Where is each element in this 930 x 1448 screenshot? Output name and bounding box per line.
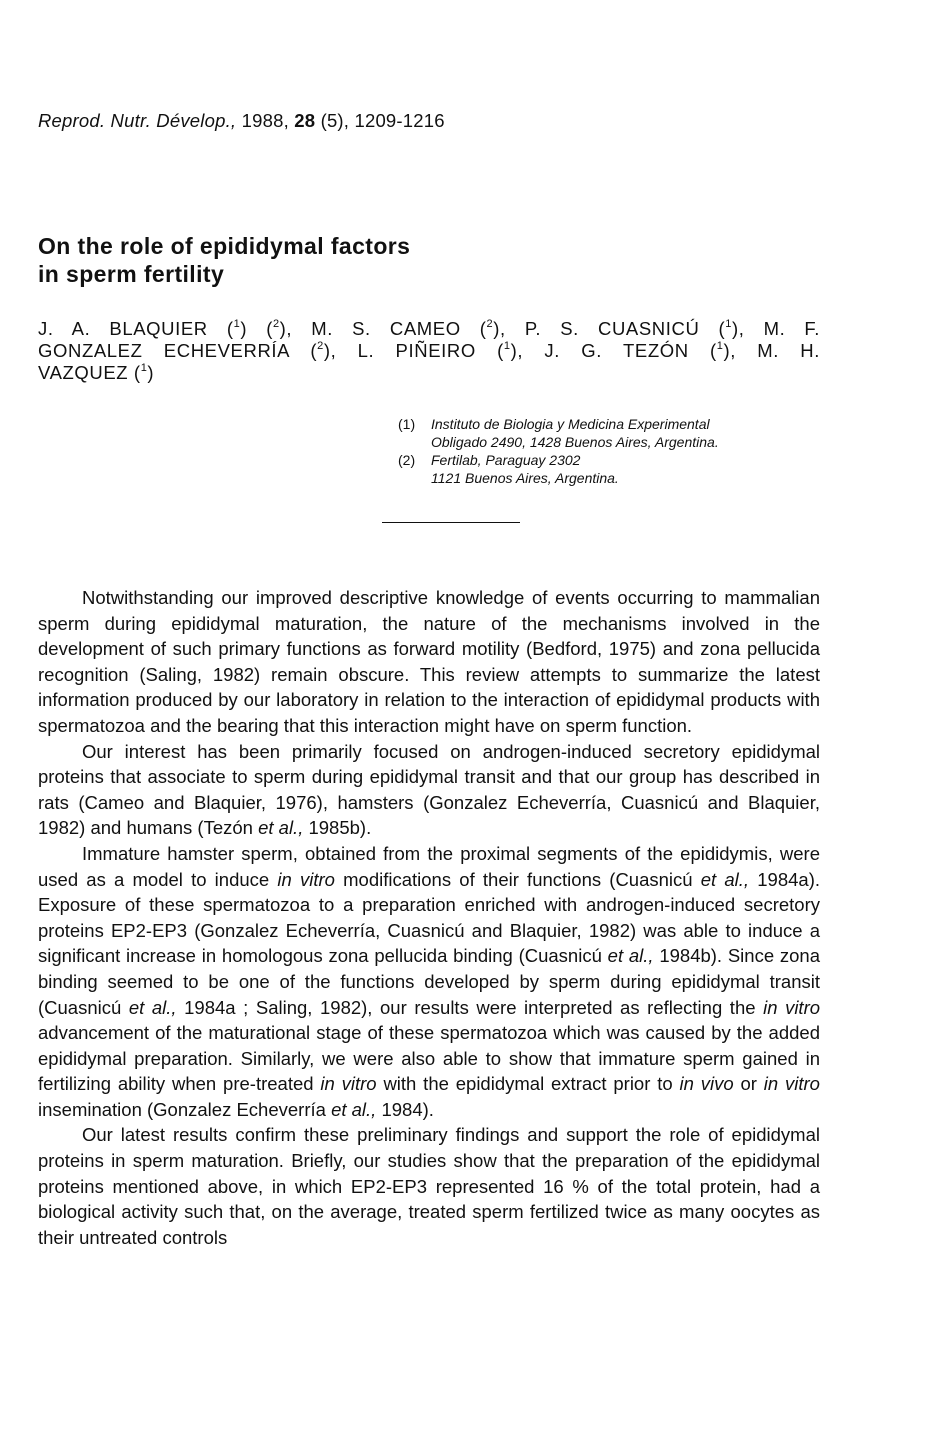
journal-issue-pages: (5), 1209-1216 [320,110,445,131]
author-line-3: VAZQUEZ ($^1$) [38,361,155,383]
affiliations [398,415,838,487]
author-line-2: GONZALEZ ECHEVERRÍA ($^2$), L. PIÑEIRO ($^1$), J. G. TEZÓN ($^1$), M. H. [38,339,820,361]
affiliation-institute: Instituto de Biologia y Medicina Experimental [431,416,710,432]
journal-year: 1988, [241,110,289,131]
title-line-1: On the role of epididymal factors [38,233,411,259]
author-list [38,318,820,384]
article-body [38,585,820,1250]
article-title [38,232,738,288]
affiliation-marker: (2) [398,452,416,468]
affiliation-company: Fertilab, Paraguay 2302 [431,452,581,468]
title-line-2: in sperm fertility [38,261,225,287]
paragraph-2: Our interest has been primarily focused on androgen-induced secretory epididymal proteins that associate to sperm during epididymal transit and that our group has described in rats (Cameo and Blaquier, 1976), hamsters (Gonzalez Echeverría, Cuasnicú and Blaquier, 1982) and humans (Tezón et al., 1985b). [38,740,820,839]
paragraph-1: Notwithstanding our improved descriptive knowledge of events occurring to mammalian sperm during epididymal maturation, the nature of the mechanisms involved in the development of such primary functions as forward motility (Bedford, 1975) and zona pellucida recognition (Saling, 1982) remain obscure. This review attempts to summarize the latest information produced by our laboratory in relation to the interaction of epididymal products with spermatozoa and the bearing that this interaction might have on sperm function. [38,587,820,736]
affiliation-2-address: 1121 Buenos Aires, Argentina. [431,470,619,486]
paragraph-4: Our latest results confirm these preliminary findings and support the role of epididymal proteins in sperm maturation. Briefly, our studies show that the preparation of the epididymal proteins mentioned above, in which EP2-EP3 represented 16 % of the total protein, had a biological activity such that, on the average, treated sperm fertilized twice as many oocytes as their untreated controls [38,1124,820,1248]
journal-citation [38,110,445,132]
affiliation-marker: (1) [398,416,416,432]
paragraph-3: Immature hamster sperm, obtained from the proximal segments of the epididymis, were used as a model to induce in vitro modifications of their functions (Cuasnicú et al., 1984a). Exposure of these spermatozoa to a preparation enriched with androgen-induced secretory proteins EP2-EP3 (Gonzalez Echeverría, Cuasnicú and Blaquier, 1982) was able to induce a significant increase in homologous zona pellucida binding (Cuasnicú et al., 1984b). Since zona binding seemed to be one of the functions developed by sperm during epididymal transit (Cuasnicú et al., 1984a ; Saling, 1982), our results were interpreted as reflecting the in vitro advancement of the maturational stage of these spermatozoa which was caused by the added epididymal preparation. Similarly, we were also able to show that immature sperm gained in fertilizing ability when pre-treated in vitro with the epididymal extract prior to in vivo or in vitro insemination (Gonzalez Echeverría et al., 1984). [38,842,821,1120]
journal-name: Reprod. Nutr. Dévelop., [38,110,237,131]
affiliation-1 [398,415,838,433]
journal-volume: 28 [294,110,316,131]
affiliation-2 [398,451,838,469]
affiliation-1-address: Obligado 2490, 1428 Buenos Aires, Argentina. [431,434,719,450]
section-divider [382,522,520,523]
author-line-1: J. A. BLAQUIER ($^1$) ($^2$), M. S. CAMEO ($^2$), P. S. CUASNICÚ ($^1$), M. F. [38,317,820,339]
